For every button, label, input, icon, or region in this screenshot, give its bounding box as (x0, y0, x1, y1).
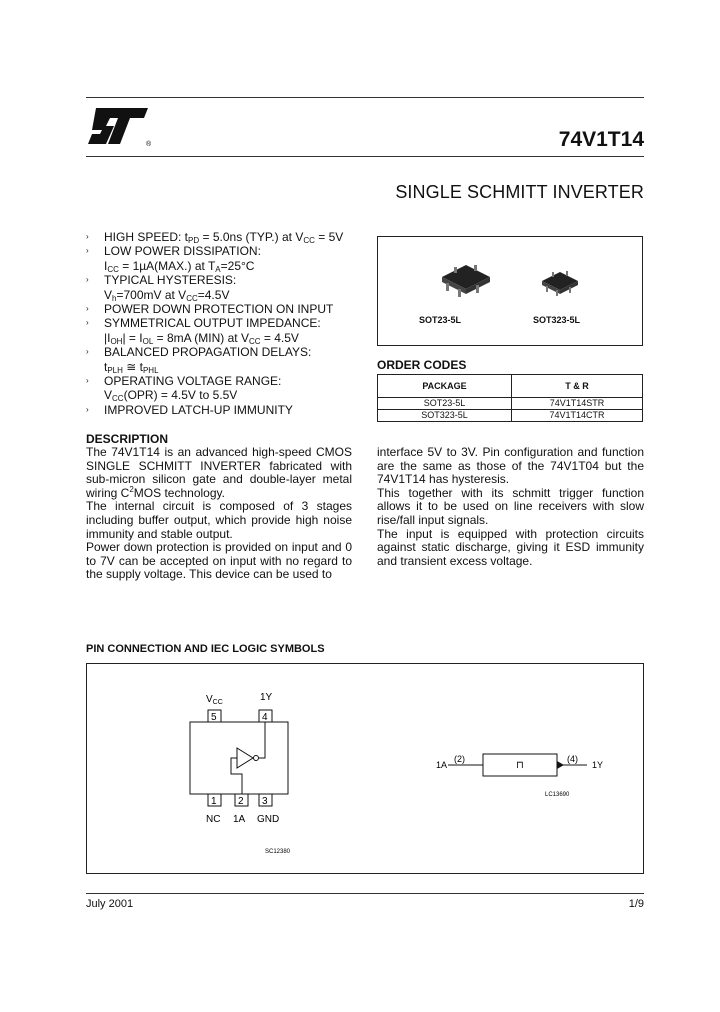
bullet-icon: › (86, 246, 89, 256)
out-label: 1Y (260, 692, 273, 703)
table-header-row (378, 375, 643, 398)
feature-power-down: › POWER DOWN PROTECTION ON INPUT (86, 302, 334, 317)
iec-output-label: 1Y (592, 760, 604, 770)
sot23-chip-icon (436, 257, 496, 301)
pin-connection-title: PIN CONNECTION AND IEC LOGIC SYMBOLS (86, 643, 325, 655)
feature-voltage-range: › OPERATING VOLTAGE RANGE: $V_{CC}(OPR) = 4.5V$ to 5.5V (86, 374, 282, 404)
bullet-icon: › (86, 404, 89, 414)
bullet-icon: › (86, 275, 89, 285)
footer-rule (86, 893, 644, 894)
part-number: 74V1T14 (558, 128, 644, 151)
vcc-label: $V_{CC}$ (206, 694, 223, 706)
pin-figure-code: SC12380 (265, 849, 291, 855)
table-row (378, 398, 643, 410)
description-left-column (86, 446, 352, 582)
pin-diagram-box (86, 663, 644, 874)
description-paragraph: This together with its schmitt trigger function allows it to be used on line receivers with slow rise/fall input signals. (377, 485, 644, 527)
description-paragraph: The input is equipped with protection circuits against static discharge, giving it ESD immunity and transient excess voltage. (377, 526, 644, 568)
table-cell: 74V1T14CTR (512, 410, 643, 422)
description-paragraph: The 74V1T14 is an advanced high-speed CMOS SINGLE SCHMITT INVERTER fabricated with sub-micron silicon gate and double-layer metal wiring $C^2MOS$ technology. (86, 445, 352, 500)
pin-1-name: NC (206, 814, 221, 825)
feature-propagation: › BALANCED PROPAGATION DELAYS: $t_{PLH}$ ≅ $t_{PHL}$ (86, 345, 312, 375)
pin-5-number: 5 (211, 712, 217, 723)
order-codes-title: ORDER CODES (377, 358, 467, 372)
features-list (86, 230, 371, 417)
description-title: DESCRIPTION (86, 432, 169, 446)
output-wire (259, 722, 265, 758)
sot323-chip-icon (538, 265, 582, 299)
footer-page: 1/9 (628, 898, 644, 910)
iec-schmitt-symbol: ⊓ (516, 760, 524, 771)
table-cell: SOT323-5L (378, 410, 512, 422)
feature-high-speed: › HIGH SPEED: $t_{PD} = 5.0ns$ (TYP.) at $V_{CC} = 5V$ (86, 230, 344, 245)
iec-input-pin: (2) (454, 754, 465, 764)
top-rule (86, 97, 644, 98)
ic-body (190, 722, 288, 794)
col-package: PACKAGE (378, 375, 512, 398)
iec-output-pin: (4) (567, 754, 578, 764)
col-tr: T & R (512, 375, 643, 398)
sot23-label: SOT23-5L (419, 315, 462, 325)
iec-figure-code: LC13690 (545, 792, 570, 798)
description-paragraph: The internal circuit is composed of 3 stages including buffer output, which provide high noise immunity and stable output. (86, 499, 352, 541)
feature-latch-up: › IMPROVED LATCH-UP IMMUNITY (86, 402, 293, 417)
iec-output-triangle (557, 761, 564, 769)
description-paragraph: Power down protection is provided on input and 0 to 7V can be accepted on input with no regard to the supply voltage. This device can be used to (86, 540, 352, 582)
pin-2-name: 1A (233, 814, 246, 825)
feature-hysteresis: › TYPICAL HYSTERESIS: $V_h=700mV$ at $V_{CC}=4.5V$ (86, 273, 237, 303)
table-cell: 74V1T14STR (512, 398, 643, 410)
order-codes-table (377, 374, 643, 422)
description-paragraph: interface 5V to 3V. Pin configuration and function are the same as those of the 74V1T04 but the 74V1T14 has hysteresis. (377, 445, 644, 487)
registered-mark: ® (146, 141, 152, 148)
feature-low-power: › LOW POWER DISSIPATION: $I_{CC} = 1\mu A(MAX.)$ at $T_A=25^\circ C$ (86, 244, 261, 274)
table-row (378, 410, 643, 422)
bullet-icon: › (86, 347, 89, 357)
pin-3-number: 3 (262, 796, 268, 807)
sot323-label: SOT323-5L (533, 315, 581, 325)
bullet-icon: › (86, 232, 89, 241)
table-cell: SOT23-5L (378, 398, 512, 410)
pin-2-number: 2 (238, 796, 244, 807)
description-right-column (377, 446, 644, 568)
footer-date: July 2001 (86, 898, 134, 910)
package-images-box (377, 236, 643, 346)
bullet-icon: › (86, 304, 89, 314)
inverter-icon (237, 748, 253, 768)
device-subtitle: SINGLE SCHMITT INVERTER (395, 182, 644, 202)
pin-1-number: 1 (211, 796, 217, 807)
inverter-bubble (254, 756, 259, 761)
header-rule (86, 156, 644, 157)
st-logo (86, 104, 152, 148)
bullet-icon: › (86, 318, 89, 328)
bullet-icon: › (86, 376, 89, 386)
pin-3-name: GND (257, 814, 280, 825)
pin-4-number: 4 (262, 712, 268, 723)
feature-output-impedance: › SYMMETRICAL OUTPUT IMPEDANCE: $|I_{OH}| = I_{OL} = 8mA$ (MIN) at $V_{CC} = 4.5V$ (86, 316, 321, 346)
iec-input-label: 1A (436, 760, 448, 770)
pin-diagram-svg (87, 664, 643, 873)
